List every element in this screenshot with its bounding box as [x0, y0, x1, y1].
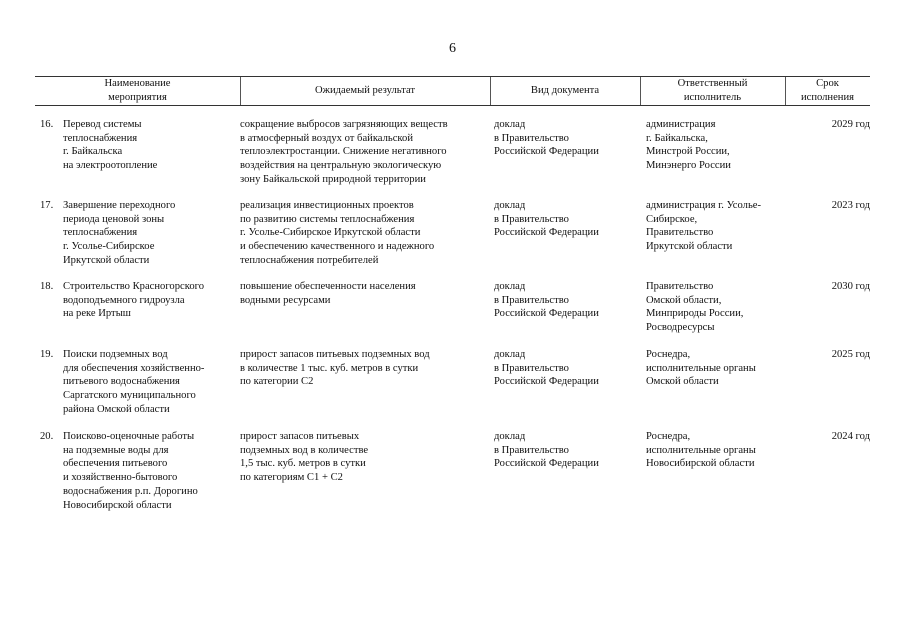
table-header: [35, 76, 870, 106]
deadline: 2025 год: [831, 349, 870, 360]
deadline: 2023 год: [831, 200, 870, 211]
document-type: доклад в Правительство Российской Федерации: [494, 119, 599, 158]
expected-result: повышение обеспеченности населения водными ресурсами: [240, 281, 416, 306]
measure-name: Завершение переходного периода ценовой зоны теплоснабжения г. Усолье-Сибирское Иркутской области: [63, 200, 176, 266]
document-type: доклад в Правительство Российской Федерации: [494, 431, 599, 470]
responsible-executor: Роснедра, исполнительные органы Новосибирской области: [646, 431, 756, 470]
row-number: 17.: [40, 200, 54, 211]
row-number: 19.: [40, 349, 54, 360]
header-responsible: Ответственный исполнитель: [677, 78, 748, 103]
header-doctype: Вид документа: [530, 85, 600, 97]
responsible-executor: Роснедра, исполнительные органы Омской области: [646, 349, 756, 388]
measure-name: Поисково-оценочные работы на подземные воды для обеспечения питьевого и хозяйственно-бытового водоснабжения р.п. Дорогино Новосибирской области: [63, 431, 198, 511]
row-number: 20.: [40, 431, 54, 442]
measure-name: Перевод системы теплоснабжения г. Байкальска на электроотопление: [63, 119, 158, 172]
header-term: Срок исполнения: [800, 78, 855, 103]
document-type: доклад в Правительство Российской Федерации: [494, 200, 599, 239]
row-number: 18.: [40, 281, 54, 292]
deadline: 2029 год: [831, 119, 870, 130]
expected-result: реализация инвестиционных проектов по развитию системы теплоснабжения г. Усолье-Сибирское Иркутской области и обеспечению качественного и надежного теплоснабжения потребителей: [240, 200, 435, 266]
measure-name: Поиски подземных вод для обеспечения хозяйственно- питьевого водоснабжения Саргатского муниципального района Омской области: [63, 349, 205, 415]
measure-name: Строительство Красногорского водоподъемного гидроузла на реке Иртыш: [63, 281, 204, 320]
responsible-executor: администрация г. Усолье- Сибирское, Правительство Иркутской области: [646, 200, 762, 253]
document-type: доклад в Правительство Российской Федерации: [494, 281, 599, 320]
document-type: доклад в Правительство Российской Федерации: [494, 349, 599, 388]
expected-result: прирост запасов питьевых подземных вод в количестве 1 тыс. куб. метров в сутки по категории С2: [240, 349, 430, 388]
page-number: 6: [449, 41, 456, 56]
responsible-executor: Правительство Омской области, Минприроды России, Росводресурсы: [646, 281, 744, 334]
deadline: 2024 год: [831, 431, 870, 442]
header-name: Наименование мероприятия: [104, 78, 171, 103]
deadline: 2030 год: [831, 281, 870, 292]
expected-result: прирост запасов питьевых подземных вод в количестве 1,5 тыс. куб. метров в сутки по категориям С1 + С2: [240, 431, 369, 484]
expected-result: сокращение выбросов загрязняющих веществ в атмосферный воздух от байкальской теплоэлектростанции. Снижение негативного воздействия на центральную экологическую зону Байкальской природной территории: [240, 119, 448, 185]
header-result: Ожидаемый результат: [314, 85, 416, 97]
responsible-executor: администрация г. Байкальска, Минстрой России, Минэнерго России: [646, 119, 731, 172]
row-number: 16.: [40, 119, 54, 130]
measures-table: [35, 76, 870, 511]
